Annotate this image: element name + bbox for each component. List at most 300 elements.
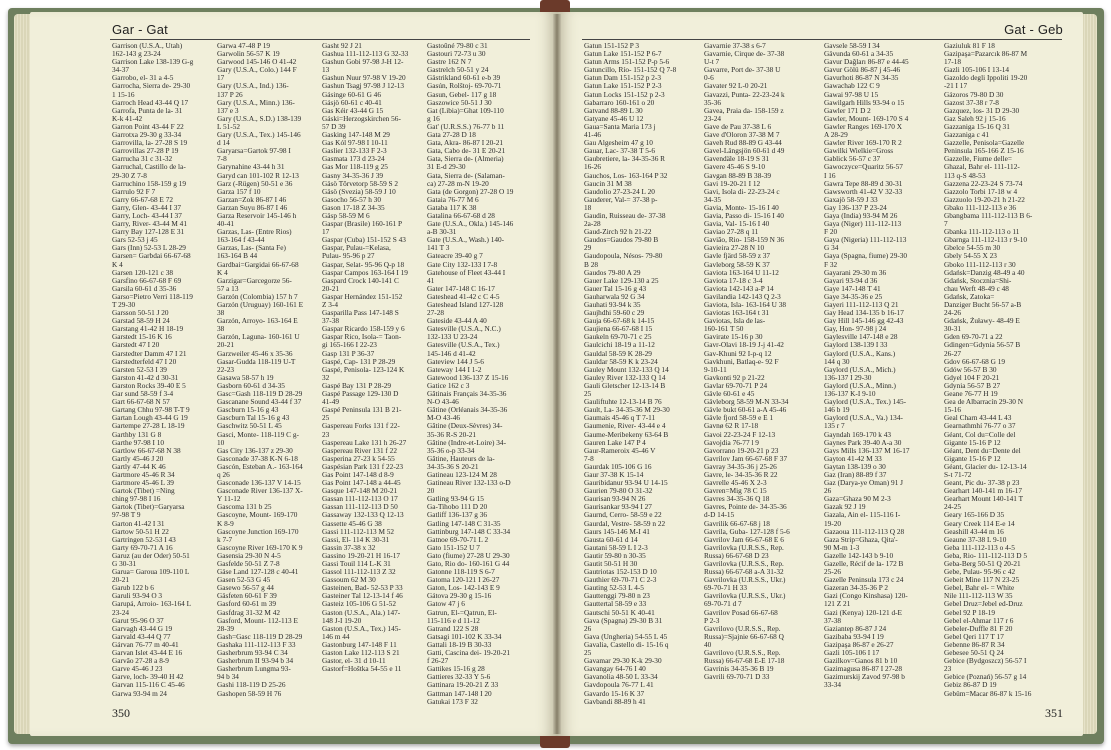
index-entry: Gavres 34-35-36 Q 18 <box>704 494 770 504</box>
index-entry: Garzigar=Garcegorze 56- <box>217 275 292 285</box>
index-entry: Gdyel 104 F 20-21 <box>944 372 1000 382</box>
index-entry: Garve, loch- 39-40 H 42 <box>112 672 184 682</box>
index-entry: Gas Mor 118-119 g 25 <box>322 162 388 172</box>
index-entry: k 7-7 <box>217 534 233 544</box>
index-entry: Gau Algesheim 47 g 10 <box>584 138 653 148</box>
index-entry: Gateside 43-44 A 40 <box>427 316 487 326</box>
index-entry: Gatsagi 101-102 K 33-34 <box>427 631 502 641</box>
index-entry: Gäsp 58-59 M 6 <box>322 210 370 220</box>
index-entry: Gaye 34-35-36 e 25 <box>824 291 883 301</box>
index-entry: Danziger Bucht 56-57 a-B <box>944 300 1022 309</box>
index-entry: G 34 <box>824 243 839 253</box>
index-entry: 20-21 <box>217 340 235 350</box>
index-entry: K 4 <box>112 259 123 269</box>
index-entry: Gayton 41-42 M 33 <box>824 453 882 463</box>
index-entry: 57 D 39 <box>322 121 346 131</box>
index-entry: Gate City 132-133 I 7-8 <box>427 259 498 269</box>
index-entry: Gat' (U.R.S.S.) 76-77 b 11 <box>427 121 505 131</box>
index-entry: Gavr-Olavi 18-19 J-j 41-42 <box>704 340 784 350</box>
index-entry: Gauchos, Los- 163-164 P 32 <box>584 170 668 180</box>
index-entry: Garzan Suyu 86-87 I 46 <box>217 202 288 212</box>
index-entry: Gassin 37-38 x 32 <box>322 542 376 552</box>
index-entry: g 16 <box>427 113 440 123</box>
index-entry: Gartlow 66-67-68 N 38 <box>112 445 181 455</box>
index-entry: Gascanane Sound 43-44 f 37 <box>217 397 302 407</box>
index-entry: 22-23 <box>217 364 235 374</box>
index-entry: Gattman 147-148 I 20 <box>427 688 492 698</box>
index-entry: Gátova 29-30 g 15-16 <box>427 591 492 601</box>
page-number-right: 351 <box>1045 706 1063 720</box>
index-entry: 38 <box>217 308 225 318</box>
index-entry: Gauja 66-67-68 k 14-15 <box>584 316 655 326</box>
index-entry: Gavia, Passo di- 15-16 I 40 <box>704 210 784 220</box>
index-entry: Garzón, Laguna- 160-161 U <box>217 332 300 342</box>
index-entry: Gavarre, Port de- 37-38 U <box>704 65 781 75</box>
index-entry: Gawachab 122 C 9 <box>824 81 880 91</box>
index-entry: Gavren=Mig 78 C 15 <box>704 486 767 496</box>
index-entry: Gawai 97-98 U 15 <box>824 89 879 99</box>
index-entry: Gaudolio 27-23-24 L 20 <box>584 186 655 196</box>
index-entry: Garrulo 92 F 7 <box>112 186 156 196</box>
index-entry: Gazipaşa 86-87 e 26-27 <box>824 639 894 649</box>
index-entry: Gawler River 169-170 R 2 <box>824 138 902 148</box>
index-entry: Nile 111-112-113 W 35 <box>944 591 1013 601</box>
index-entry: Géant, Glacier du- 12-13-14 <box>944 461 1027 471</box>
index-entry: Gatvand 88-89 L 30 <box>584 105 643 115</box>
index-entry: Gassaway 132-133 Q 12-13 <box>322 510 404 520</box>
index-entry: 25-26 <box>824 567 842 577</box>
index-entry: Gayndah 169-170 k 43 <box>824 429 892 439</box>
index-entry: Gars 52-53 j 45 <box>112 235 158 245</box>
index-entry: Gavea, Praia da- 158-159 z <box>704 105 784 115</box>
index-entry: T 29-30 <box>112 300 136 309</box>
index-entry: Gäsö (Svezia) 58-59 J 10 <box>322 186 396 196</box>
index-entry: Garrobo, el- 31 a 4-5 <box>112 73 174 83</box>
index-entry: Gasborn 60-61 d 34-35 <box>217 380 285 390</box>
index-entry: Garsila 60-61 d 35-36 <box>112 283 177 293</box>
index-entry: Gauley River 132-133 Q 14 <box>584 372 666 382</box>
index-entry: Gaumais 45-46 q T 7-11 <box>584 413 656 423</box>
index-entry: Peninsula 165-166 Z 15-16 <box>944 146 1024 156</box>
index-entry: Gascburn 15-16 g 43 <box>217 405 279 415</box>
index-entry: Gaucin 31 M 38 <box>584 178 632 188</box>
index-entry: F 32 <box>824 259 838 269</box>
index-entry: Gas Point 147-148 a 44-45 <box>322 478 401 488</box>
index-entry: 23 <box>944 664 952 674</box>
index-entry: Gavur Gölü 86-87 j 45-46 <box>824 65 901 75</box>
index-entry: Garsen 120-121 c 38 <box>112 267 173 277</box>
index-entry: Gateshead 41-42 c C 4-5 <box>427 291 500 301</box>
index-entry: Gâtine, Hauteurs de la- <box>427 453 495 463</box>
index-entry: Russa)=Sjajnie 66-67-68 Q <box>704 631 784 641</box>
index-entry: Gauttertal 58-59 e 33 <box>584 599 647 609</box>
index-entry: Gbarnga 111-112-113 r 9-10 <box>944 235 1028 245</box>
index-entry: Gäse Land 127-128 c 40-41 <box>217 567 299 577</box>
index-entry: Gasc=Gash 118-119 D 28-29 <box>217 389 303 399</box>
index-entry: Gataia 76-77 M 6 <box>427 194 479 204</box>
index-entry: 163-164 B 44 <box>217 251 258 261</box>
index-entry: 41-46 <box>584 130 602 140</box>
index-entry: Gata, Akra- 86-87 I 20-21 <box>427 138 503 148</box>
index-entry: Garynahine 43-44 h 31 <box>217 162 285 172</box>
index-entry: Gablick 56-57 c 37 <box>824 154 881 164</box>
index-entry: Gato 151-152 U 7 <box>427 542 480 552</box>
index-columns-right <box>584 41 1064 706</box>
index-entry: Gauer Lake 129-130 a 25 <box>584 275 659 285</box>
index-entry: Gaylord (U.S.A., Tex.) 145- <box>824 397 907 407</box>
index-entry: Garrovilla, la- 27-28 S 19 <box>112 138 188 148</box>
index-entry: Gdingen=Gdynia 56-57 B <box>944 340 1021 350</box>
index-entry: Gasconade River 136-137 X- <box>217 486 303 496</box>
index-entry: Gato (fiume) 27-28 U 29-30 <box>427 550 510 560</box>
index-entry: Gatice 162 c 3 <box>427 380 470 390</box>
index-entry: Gavieira 27-28 N 10 <box>704 243 765 253</box>
index-entry: I 16 <box>824 170 836 180</box>
index-entry: 160-161 T 50 <box>704 324 744 334</box>
index-entry: Garvão 27-28 a 8-9 <box>112 656 169 666</box>
index-entry: Garzón (Colombia) 157 h 7 <box>217 291 298 301</box>
index-entry: Gavrelle 45-46 X 2-3 <box>704 478 767 488</box>
index-entry: 17 <box>322 227 330 237</box>
index-entry: Gata (de Gorgon) 27-28 O 19 <box>427 186 514 196</box>
index-entry: Gaviotas 163-164 t 31 <box>704 308 770 318</box>
index-entry: Gdańsk, Żuławy- 48-49 E <box>944 316 1020 326</box>
index-entry: Gason 17-18 Z 34-35 <box>322 202 385 212</box>
index-entry: 35-36 <box>704 97 722 107</box>
index-entry: Gateway 144 I 1-2 <box>427 364 482 374</box>
index-entry: Geane 76-77 H 19 <box>944 389 998 399</box>
index-entry: 145-146 d 41-42 <box>427 348 476 358</box>
index-entry: Gavangay 64-76 I 40 <box>584 664 646 674</box>
index-entry: 17 <box>217 73 225 83</box>
index-entry: 69-70-71 H 33 <box>704 583 747 593</box>
index-entry: 26 <box>824 486 832 496</box>
index-entry: Garsten 52-53 I 39 <box>112 364 167 374</box>
index-entry: Gateshead Island 127-128 <box>427 300 504 309</box>
index-entry: Garry, Glen- 43-44 I 37 <box>112 202 182 212</box>
index-entry: Gazzelle, Fiume delle= <box>944 154 1012 164</box>
page-number-left: 350 <box>112 706 130 720</box>
index-entry: ca) 27-28 m-N 19-20 <box>427 178 489 188</box>
index-entry: G 30-31 <box>112 559 137 568</box>
index-entry: Gazoldo degli Ippoliti 19-20 <box>944 73 1028 83</box>
index-entry: 24-25 <box>944 502 962 512</box>
index-entry: Gazzuolo 19-20-21 h 21-22 <box>944 194 1025 204</box>
index-entry: 35-36 R-S 20-21 <box>427 429 477 439</box>
index-entry: Gava (Ungheria) 54-55 L 45 <box>584 631 668 641</box>
index-entry: Gdynia 56-57 B 27 <box>944 380 1001 390</box>
index-entry: Gatun Arms 151-152 P-p 5-6 <box>584 57 670 67</box>
index-entry: Gebeit Mine 117 N 23-25 <box>944 575 1020 585</box>
index-entry: Gauren Lake 147 P 4 <box>584 437 646 447</box>
index-entry: Gartan Lough 43-44 G 19 <box>112 413 188 423</box>
index-entry: Gavarnie 37-38 s 6-7 <box>704 41 766 50</box>
index-entry: Gaytan 138-139 o 30 <box>824 461 886 471</box>
index-entry: 162-143 g 23-24 <box>112 49 161 59</box>
index-entry: Gatrun, El-=Qatrun, El- <box>427 607 497 617</box>
index-entry: chau Werft 48-49 c 48 <box>944 283 1009 293</box>
running-head-right: Gat - Geb <box>1004 22 1063 37</box>
index-entry: Geashill 43-44 m 16 <box>944 526 1004 536</box>
index-entry: 24-26 <box>944 308 962 318</box>
index-entry: Garuli 93-94 O 3 <box>112 591 163 601</box>
index-entry: Gashaka 111-112-113 F 33 <box>217 639 296 649</box>
index-entry: 25 <box>322 413 330 423</box>
index-entry: 115-116 e d 11-12 <box>427 615 480 625</box>
index-entry: Gaudos=Gaudos 79-80 B <box>584 235 659 245</box>
index-entry: Garwa 47-48 P 19 <box>217 41 271 50</box>
index-entry: Gauliftuhte 12-13-14 B 76 <box>584 397 662 407</box>
index-entry: Gavião, Rio- 158-159 N 36 <box>704 235 785 245</box>
index-entry: Garstedter Damm 47 I 21 <box>112 348 187 358</box>
index-entry: Gavrili 69-70-71 D 33 <box>704 672 770 682</box>
index-column <box>217 42 322 702</box>
index-entry: Gascoyne Junction 169-170 <box>217 526 299 536</box>
index-entry: Gary (U.S.A., Colo.) 144 F <box>217 65 297 75</box>
index-entry: 37-38 <box>824 615 842 625</box>
index-entry: Gassan 111-112-113 D 50 <box>322 502 398 512</box>
index-entry: Gaujiena 66-67-68 I 15 <box>584 324 653 334</box>
index-entry: Gateview 144 J 5-6 <box>427 356 484 366</box>
index-entry: Gartow 50-51 H 22 <box>112 526 169 536</box>
index-entry: Gash=Gasc 118-119 D 28-29 <box>217 631 303 641</box>
index-entry: Gävle fjord 58-59 e E 1 <box>704 413 774 423</box>
index-entry: Gava (Spagna) 29-30 B 31 <box>584 615 663 625</box>
index-entry: Garyd can 101-102 R 12-13 <box>217 170 299 180</box>
index-entry: Gartmore 45-46 L 39 <box>112 478 174 488</box>
index-entry: Y 11-12 <box>217 494 241 504</box>
index-entry: Gasci, Monte- 118-119 C g- <box>217 429 299 439</box>
index-entry: Gavrilov Jam 66-67-68 E 6 <box>704 534 784 544</box>
index-entry: Gaurdak 105-106 G 16 <box>584 461 652 471</box>
index-entry: Garrocha, Sierra de- 29-30 <box>112 81 191 91</box>
index-entry: Gâtine (Orléanais 34-35-36 <box>427 405 508 415</box>
index-column <box>824 42 944 702</box>
index-entry: 34-37 <box>112 65 130 75</box>
index-entry: q 26 <box>217 469 230 479</box>
index-entry: Gaspé, Penisola- 123-124 K <box>322 364 405 374</box>
index-entry: Gazelle 142-143 b 9-10 <box>824 550 894 560</box>
index-entry: Gaubretiere, la- 34-35-36 R <box>584 154 666 164</box>
index-entry: Gazzena 22-23-24 S 73-74 <box>944 178 1023 188</box>
index-entry: 25 <box>584 648 592 658</box>
index-entry: Garvald 43-44 Q 77 <box>112 631 171 641</box>
index-entry: Gashi 118-119 D 25-26 <box>217 680 286 690</box>
index-entry: Gazala, Ain el- 115-116 I- <box>824 510 901 520</box>
index-entry: Gatun 151-152 P 3 <box>584 41 640 50</box>
index-entry: Z 3-4 <box>322 300 339 309</box>
index-entry: Gebe, Pulau- 95-96 c 42 <box>944 567 1016 577</box>
index-entry: Gäsfeten 60-61 F 39 <box>217 591 277 601</box>
index-entry: Garston 41-42 d 30-31 <box>112 372 179 382</box>
index-entry: Gartempe 27-28 L 18-19 <box>112 421 185 431</box>
index-entry: Gart 66-67-68 N 57 <box>112 397 170 407</box>
index-entry: Gastorf=Hoštka 54-55 e 11 <box>322 664 402 674</box>
index-entry: Gbely 54-55 X 23 <box>944 251 997 261</box>
index-entry: Gassi 111-112-113 M 52 <box>322 526 395 536</box>
index-entry: Gebel 92 P 18-19 <box>944 607 996 617</box>
index-entry: Gata 27-28 D 18 <box>427 130 476 140</box>
index-entry: Gazibaba 93-94 I 19 <box>824 631 884 641</box>
index-entry: Gastre 162 N 7 <box>427 57 472 67</box>
index-entry: Gatow 47 j 6 <box>427 599 465 609</box>
index-entry: Gdów 56-57 B 30 <box>944 364 997 374</box>
index-entry: Gavater 92 L-0 20-21 <box>704 81 768 91</box>
index-entry: Pulau- 95-96 p 27 <box>322 251 375 261</box>
index-entry: Geal Charn 43-44 L 43 <box>944 413 1012 423</box>
index-entry: Gdańsk=Danzig 48-49 a 40 <box>944 267 1025 277</box>
index-entry: Gden 69-70-71 a 22 <box>944 332 1003 342</box>
index-entry: Gasteinen, Bad- 52-53 P 33 <box>322 583 403 593</box>
index-entry: Gâtine (Indre-et-Loire) 34- <box>427 437 507 447</box>
index-entry: Gavrilovka (U.R.S.S., Rep. <box>704 542 784 552</box>
index-entry: Gaulcichi 18-19 a 11-12 <box>584 340 655 350</box>
index-entry: 10 <box>217 437 225 447</box>
index-entry: Garry 66-67-68 E 72 <box>112 194 173 204</box>
index-entry: Gatesville (U.S.A., Tex.) <box>427 340 500 350</box>
index-entry: Gavel-Längsjön 60-61 d 49 <box>704 146 785 156</box>
index-entry: 26 <box>584 623 592 633</box>
index-entry: Gazli 105-106 I 13-14 <box>944 65 1010 75</box>
index-entry: 141 T 3 <box>427 243 450 253</box>
index-entry: Gdov 66-67-68 G 19 <box>944 356 1006 366</box>
index-entry: Gavorrano 19-20-21 p 23 <box>704 445 779 455</box>
index-entry: Gaszowice 50-51 J 30 <box>427 97 492 107</box>
index-entry: Gaua=Santa Maria 173 j <box>584 121 656 131</box>
index-entry: Garzas, Las- (Entre Rios) <box>217 227 292 237</box>
index-entry: 163-164 f 43-44 <box>217 235 265 245</box>
index-entry: Gasensia 29-30 N 4-5 <box>217 550 281 560</box>
index-entry: Gavdopoula 76-77 L 41 <box>584 680 654 690</box>
index-entry: Gazaoua 111-112-113 Q 28 <box>824 526 905 536</box>
index-entry: Gashun Gobi 97-98 J-H 12- <box>322 57 404 67</box>
index-entry: Gartly 45-46 J 20 <box>112 453 164 463</box>
index-entry: Gavamar 29-30 K-k 29-30 <box>584 656 662 666</box>
index-entry: Gauer Tal 15-16 g 43 <box>584 283 647 293</box>
index-entry: Garrison Lake 138-139 G-g <box>112 57 194 67</box>
index-entry: Géant, Col du=Colle del <box>944 429 1016 439</box>
index-entry: Gavia, Val- 15-16 I 40 <box>704 219 770 229</box>
header-rule-right <box>582 39 1062 40</box>
index-entry: Gasherbrum II 93-94 b 34 <box>217 656 294 666</box>
index-entry: Gaspé Passage 129-130 D <box>322 389 399 399</box>
index-entry: Gebel Druz=Jebel ed-Druz <box>944 599 1023 609</box>
index-entry: Gartmore 45-46 R 34 <box>112 469 175 479</box>
index-entry: Gascoyne, Mount- 169-170 <box>217 510 298 520</box>
index-entry: Gave d'Oloron 37-38 M 7 <box>704 130 780 140</box>
index-entry: Gavray 34-35-36 j 25-26 <box>704 461 777 471</box>
index-entry: Garruchal, Castillo de la- <box>112 162 186 172</box>
index-entry: Russa) 66-67-68 a-A 31-32 <box>704 567 784 577</box>
index-entry: Gasawa 58-57 h 19 <box>217 372 274 382</box>
index-entry: Gaylord 138-139 I 33 <box>824 340 888 350</box>
index-entry: Gatun Lake 151-152 P 6-7 <box>584 49 662 59</box>
index-entry: Gastrelch 50-51 y 24 <box>427 65 489 75</box>
index-entry: Gaspar, Selat- 95-96 Q-p 18 <box>322 259 405 269</box>
index-entry: 136-137 K-I 9-10 <box>824 389 876 399</box>
index-entry: Gatrand 122 S 28 <box>427 623 479 633</box>
index-entry: 7-8 <box>584 453 594 463</box>
index-entry: Gataba 117 K 38 <box>427 202 477 212</box>
index-entry: Gavle fjärd 58-59 z 37 <box>704 251 771 261</box>
index-entry: Garrotxa 29-30 g 33-34 <box>112 130 182 140</box>
index-entry: Garrofa, Punta de la- 31 <box>112 105 183 115</box>
index-entry: 0-6 <box>704 73 714 83</box>
index-entry: Gazi (Kenya) 120-121 d-E <box>824 607 903 617</box>
index-columns-left <box>112 41 532 706</box>
index-entry: Gays Mills 136-137 M 16-17 <box>824 445 910 455</box>
index-entry: Gaziuluk 81 F 18 <box>944 41 995 50</box>
index-entry: Gattieres 32-33 Y 5-6 <box>427 672 491 682</box>
index-column <box>322 42 427 702</box>
index-entry: Gavanolia 48-50 L 33-34 <box>584 672 658 682</box>
index-entry: Gauley Mount 132-133 Q 14 <box>584 364 669 374</box>
index-entry: gi 165-166 I 22-23 <box>322 340 377 350</box>
index-entry: Gartly 47-44 K 46 <box>112 461 166 471</box>
index-entry: Gaylesville 147-148 e 28 <box>824 332 898 342</box>
index-entry: Gashun Nuur 97-98 V 19-20 <box>322 73 406 83</box>
index-entry: Garzón, Arroyo- 163-164 E <box>217 316 298 326</box>
index-entry: Garvagh 43-44 G 19 <box>112 623 173 633</box>
index-entry: Gassoum 62 M 30 <box>322 575 376 585</box>
index-entry: Gascoma 131 b 25 <box>217 502 272 512</box>
index-entry: Gavilandia 142-143 Q 2-3 <box>704 291 781 301</box>
index-entry: Gebenne 86-87 R 34 <box>944 639 1005 649</box>
index-entry: 20 <box>427 486 435 496</box>
index-entry: Gavrila, Guba- 127-128 f 5-6 <box>704 526 790 536</box>
index-entry: Gassino 19-20-21 H 16-17 <box>322 550 401 560</box>
index-entry: Gaschwitz 50-51 L 45 <box>217 421 282 431</box>
index-entry: Gebel, Bahr el- = White <box>944 583 1015 593</box>
page-edges-left <box>14 14 30 734</box>
index-entry: Gastor, el- 31 d 10-11 <box>322 656 386 666</box>
index-entry: Gauderer, Val-= 37-38 p- <box>584 194 658 204</box>
index-entry: Gassol 111-112-113 Z 32 <box>322 567 396 577</box>
index-entry: 27-28 <box>427 308 445 318</box>
index-entry: Gattinburg 147-148 C 33-34 <box>427 526 511 536</box>
index-entry: Gaylord (U.S.A., Mich.) <box>824 364 896 374</box>
index-entry: Gasny 34-35-36 J 39 <box>322 170 384 180</box>
index-entry: Gavur Dağları 86-87 e 44-45 <box>824 57 909 67</box>
index-entry: U-t 7 <box>704 57 720 67</box>
index-entry: Gasque 147-148 M 20-21 <box>322 486 398 496</box>
index-entry: 25 <box>584 389 592 399</box>
index-entry: Gasford 60-61 m 39 <box>217 599 276 609</box>
index-entry: Ghazal, Bahr el- 111-112- <box>944 162 1020 172</box>
index-entry: Gaspar, Pulau-=Kelasa, <box>322 243 391 253</box>
index-entry: Gbangbama 111-112-113 B 6- <box>944 210 1033 220</box>
index-entry: Gartringen 52-53 I 43 <box>112 534 176 544</box>
index-entry: Gauthier 69-70-71 C 2-3 <box>584 575 657 585</box>
index-entry: 69-70-71 d 7 <box>704 599 742 609</box>
index-entry: Garwa 93-94 m 24 <box>112 688 167 698</box>
index-entry: Gavsele 58-59 I 34 <box>824 41 880 50</box>
index-entry: Gawsworth 41-42 V 32-33 <box>824 186 903 196</box>
index-entry: Garub 122 b 6 <box>112 583 154 593</box>
index-entry: Garry Bay 127-128 E 31 <box>112 227 185 237</box>
index-entry: Gaurnd, Cerro- 58-59 e 22 <box>584 510 662 520</box>
index-entry: Gaviota, Isla- 163-164 U 38 <box>704 300 787 309</box>
index-entry: Gaslier 132-133 F 2-3 <box>322 146 387 156</box>
index-entry: K-k 41-42 <box>112 113 143 123</box>
index-entry: Russa) 66-67-68 D 23 <box>704 550 769 560</box>
index-entry: Gdańsk, Stocznia=Shi- <box>944 275 1012 285</box>
index-entry: Gausta 60-61 d 14 <box>584 534 638 544</box>
index-entry: Gayeri 111-112-113 Q 21 <box>824 300 899 309</box>
index-entry: Gebiz 86-87 D 19 <box>944 680 997 690</box>
index-entry: 148 J-I 19-20 <box>322 615 362 625</box>
index-entry: Gaviota 163-164 U 11-12 <box>704 267 779 277</box>
